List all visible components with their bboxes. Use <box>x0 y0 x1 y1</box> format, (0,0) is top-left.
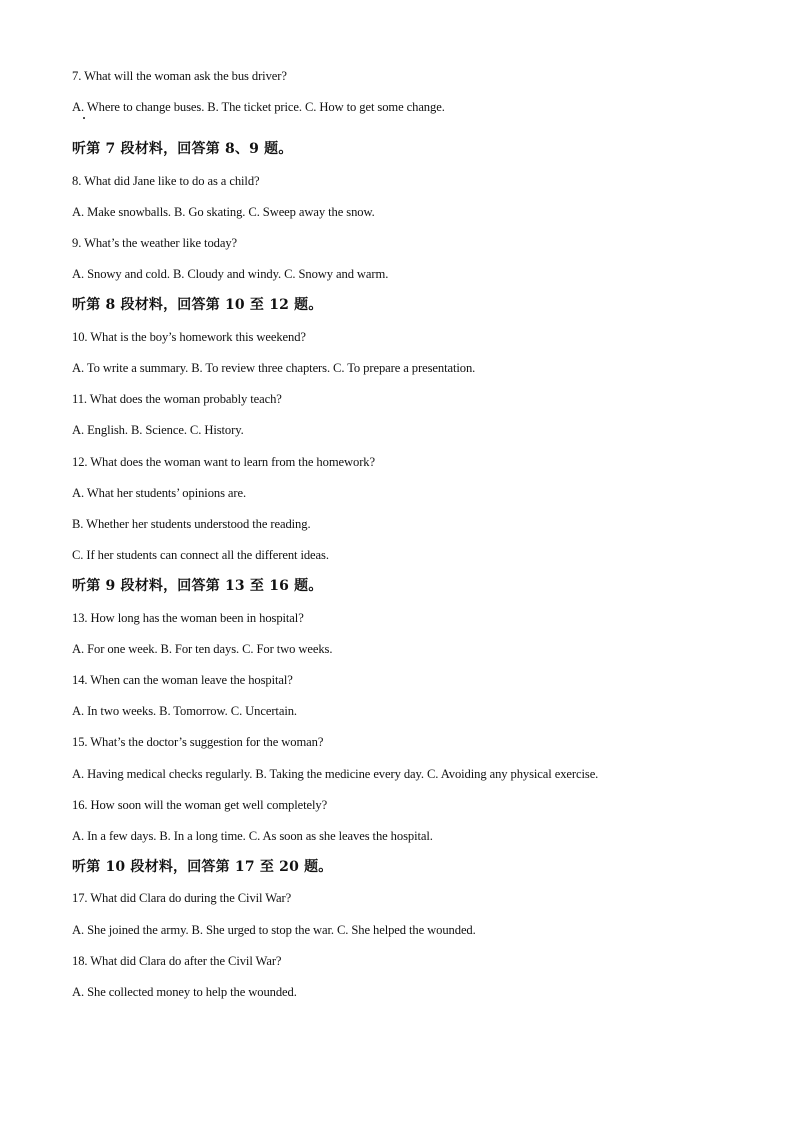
question-13: 13. How long has the woman been in hospital? <box>72 611 304 625</box>
section-heading-10: 听第 10 段材料，回答第 17 至 20 题。 <box>72 859 333 875</box>
question-8-options: A. Make snowballs. B. Go skating. C. Sweep away the snow. <box>72 205 375 219</box>
question-12-option-b: B. Whether her students understood the reading. <box>72 517 311 531</box>
question-16-options: A. In a few days. B. In a long time. C. As soon as she leaves the hospital. <box>72 829 433 843</box>
section-heading-8: 听第 8 段材料，回答第 10 至 12 题。 <box>72 297 323 313</box>
question-17-options: A. She joined the army. B. She urged to stop the war. C. She helped the wounded. <box>72 923 476 937</box>
section-heading-7: 听第 7 段材料，回答第 8、9 题。 <box>72 141 293 157</box>
question-7-options: A. Where to change buses. B. The ticket price. C. How to get some change. <box>72 100 445 114</box>
question-17: 17. What did Clara do during the Civil War? <box>72 891 292 905</box>
question-13-options: A. For one week. B. For ten days. C. For two weeks. <box>72 642 333 656</box>
question-16: 16. How soon will the woman get well completely? <box>72 798 328 812</box>
question-11-options: A. English. B. Science. C. History. <box>72 423 244 437</box>
question-12: 12. What does the woman want to learn from the homework? <box>72 455 375 469</box>
question-18: 18. What did Clara do after the Civil War? <box>72 954 282 968</box>
question-11: 11. What does the woman probably teach? <box>72 392 282 406</box>
question-10-options: A. To write a summary. B. To review three chapters. C. To prepare a presentation. <box>72 361 476 375</box>
question-12-option-c: C. If her students can connect all the different ideas. <box>72 548 329 562</box>
question-15-options: A. Having medical checks regularly. B. Taking the medicine every day. C. Avoiding any physical exercise. <box>72 767 599 781</box>
question-15: 15. What’s the doctor’s suggestion for the woman? <box>72 735 324 749</box>
question-9-options: A. Snowy and cold. B. Cloudy and windy. C. Snowy and warm. <box>72 267 389 281</box>
question-12-option-a: A. What her students’ opinions are. <box>72 486 247 500</box>
question-14-options: A. In two weeks. B. Tomorrow. C. Uncertain. <box>72 704 297 718</box>
question-8: 8. What did Jane like to do as a child? <box>72 174 260 188</box>
section-heading-9: 听第 9 段材料，回答第 13 至 16 题。 <box>72 578 323 594</box>
question-14: 14. When can the woman leave the hospital? <box>72 673 293 687</box>
question-18-option-a: A. She collected money to help the wounded. <box>72 985 297 999</box>
question-7: 7. What will the woman ask the bus driver? <box>72 69 287 83</box>
stray-mark <box>83 117 85 119</box>
question-9: 9. What’s the weather like today? <box>72 236 238 250</box>
question-10: 10. What is the boy’s homework this weekend? <box>72 330 306 344</box>
